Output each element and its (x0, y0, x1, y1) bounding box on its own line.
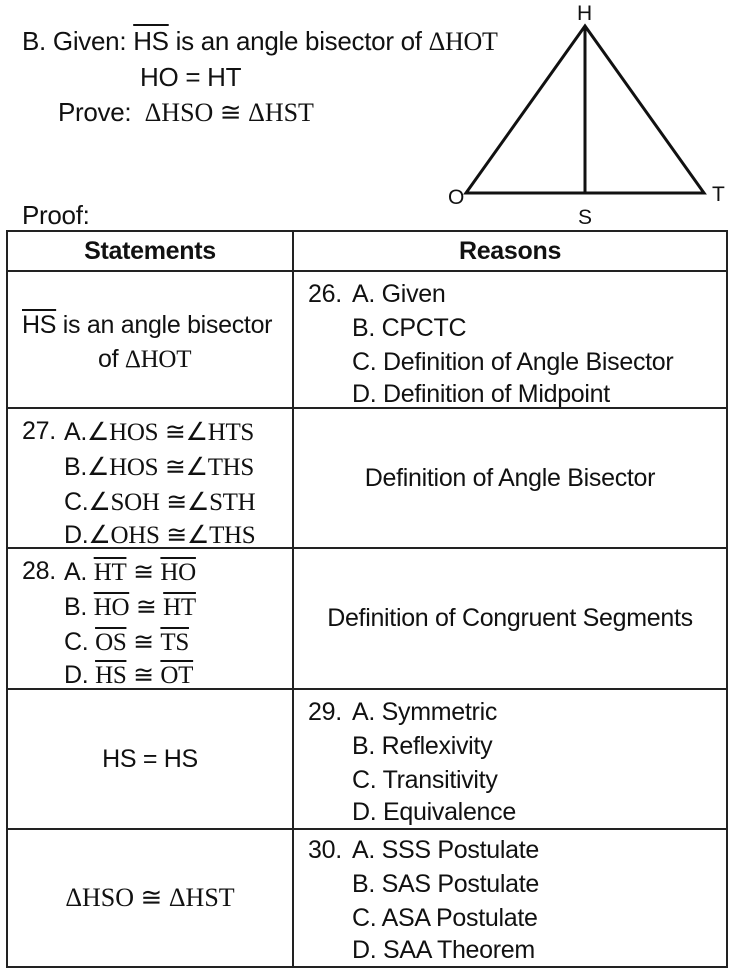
answer-option[interactable]: C. ASA Postulate (352, 904, 538, 932)
statement-segment: $\overline{HS}$ (22, 311, 57, 339)
answer-option[interactable]: D. SAA Theorem (352, 936, 535, 964)
vertex-label-s: S (578, 206, 592, 229)
statement-text: is an angle bisector (62, 311, 273, 339)
given-equation: HO = HT (140, 62, 242, 92)
vertex-label-h: H (577, 2, 592, 25)
answer-option[interactable]: D.∠OHS ≅∠THS (64, 521, 256, 549)
answer-option[interactable]: C. Definition of Angle Bisector (352, 348, 674, 376)
reason-cell-3: Definition of Congruent Segments (293, 548, 727, 689)
answer-option[interactable]: B. $\overline{HO}$ ≅ $\overline{HT}$ (64, 593, 196, 621)
answer-option[interactable]: A. Symmetric (352, 698, 498, 726)
statement-triangle: ΔHOT (124, 346, 192, 373)
given-text: is an angle bisector of (175, 26, 422, 56)
reason-cell-5 (293, 829, 727, 967)
statement-cell-1 (7, 271, 293, 408)
problem-label: B. (22, 26, 46, 56)
answer-option[interactable]: D. Definition of Midpoint (352, 380, 610, 408)
answer-option[interactable]: B. CPCTC (352, 314, 467, 342)
answer-option[interactable]: A. $\overline{HT}$ ≅ $\overline{HO}$ (64, 558, 196, 586)
answer-option[interactable]: A.∠HOS ≅∠HTS (64, 418, 255, 446)
statement-cell-2 (7, 408, 293, 548)
header-statements: Statements (7, 231, 293, 271)
statement-cell-5: ΔHSO ≅ ΔHST (7, 829, 293, 967)
proof-table (6, 230, 728, 968)
statement-line: of ΔHOT (98, 345, 192, 373)
answer-option[interactable]: C.∠SOH ≅∠STH (64, 488, 256, 516)
header-reasons: Reasons (293, 231, 727, 271)
question-number: 29. (308, 698, 342, 726)
question-number: 28. (22, 557, 56, 585)
answer-option[interactable]: C. $\overline{OS}$ ≅ $\overline{TS}$ (64, 628, 189, 656)
table-row (7, 689, 727, 829)
vertex-label-o: O (448, 186, 465, 209)
table-row (7, 408, 727, 548)
answer-option[interactable]: C. Transitivity (352, 766, 498, 794)
reason-cell-2: Definition of Angle Bisector (293, 408, 727, 548)
answer-option[interactable]: B. Reflexivity (352, 732, 493, 760)
statement-line (22, 311, 272, 340)
question-number: 26. (308, 280, 342, 308)
table-row (7, 271, 727, 408)
answer-option[interactable]: D. Equivalence (352, 798, 516, 826)
answer-option[interactable]: A. SSS Postulate (352, 836, 539, 864)
reason-cell-1 (293, 271, 727, 408)
table-row (7, 829, 727, 967)
prove-statement: ΔHSO ≅ ΔHST (144, 98, 314, 127)
reason-cell-4 (293, 689, 727, 829)
table-header-row (7, 231, 727, 271)
question-number: 27. (22, 417, 56, 445)
answer-option[interactable]: B.∠HOS ≅∠THS (64, 453, 255, 481)
answer-option[interactable]: B. SAS Postulate (352, 870, 539, 898)
given-label: Given: (52, 26, 127, 56)
answer-option[interactable]: D. $\overline{HS}$ ≅ $\overline{OT}$ (64, 661, 194, 689)
prove-label: Prove: (58, 97, 132, 127)
answer-option[interactable]: A. Given (352, 280, 446, 308)
table-row (7, 548, 727, 689)
statement-cell-3 (7, 548, 293, 689)
question-number: 30. (308, 836, 342, 864)
proof-label: Proof: (22, 200, 90, 230)
given-triangle: ΔHOT (428, 27, 498, 56)
triangle-diagram (0, 0, 734, 240)
vertex-label-t: T (712, 183, 725, 206)
given-segment: $\overline{HS}$ (133, 26, 169, 56)
statement-cell-4: HS = HS (7, 689, 293, 829)
